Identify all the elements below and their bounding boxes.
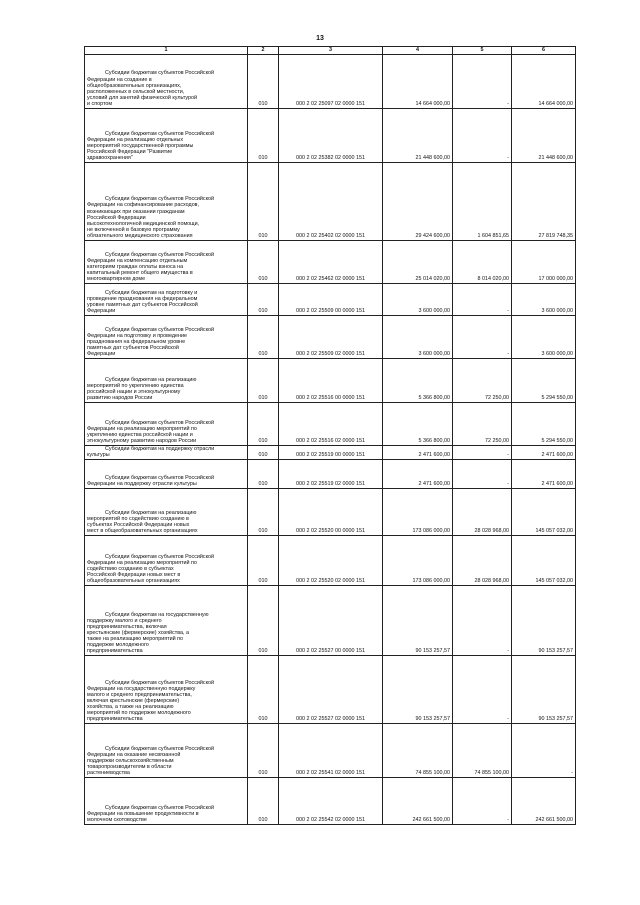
line-code: 010 [248,359,279,403]
description-line: уровне памятных дат субъектов Российской [87,301,198,308]
line-code: 010 [248,489,279,536]
line-code: 010 [248,284,279,316]
line-code: 010 [248,403,279,446]
row-description [85,489,248,536]
amount-col4: 5 366 800,00 [383,403,453,446]
row-description [85,656,248,724]
description-line: укреплению единства российской нации и [87,431,193,438]
amount-col5: - [453,55,512,109]
amount-col6: 90 153 257,57 [512,656,576,724]
amount-col5: - [453,446,512,460]
table-row [85,536,576,586]
description-line: Федерации на софинансирование расходов, [87,202,200,209]
description-line: Федерации на оказание несвязанной [87,751,181,758]
description-line: категориям граждан оплаты взноса на [87,263,184,270]
description-line: российской нации и этнокультурному [87,388,181,395]
column-header: 2 [248,47,279,55]
description-line: Федерации на подготовку и проведение [87,332,187,339]
table-row [85,55,576,109]
budget-classification-code: 000 2 02 25402 02 0000 151 [279,163,383,241]
description-line: Субсидии бюджетам субъектов Российской [105,475,215,481]
description-line: Федерации на реализацию мероприятий по [87,425,197,432]
amount-col4: 3 600 000,00 [383,284,453,316]
table-row [85,109,576,163]
description-line: празднования на федеральном уровне [87,338,186,345]
line-code: 010 [248,778,279,825]
table-row [85,586,576,656]
description-line: мероприятий по поддержке молодежного [87,710,191,716]
description-line: этнокультурному развитию народов России [87,437,197,444]
budget-classification-code: 000 2 02 25520 02 0000 151 [279,536,383,586]
description-line: Субсидии бюджетам субъектов Российской [105,679,215,686]
table-row [85,403,576,446]
line-code: 010 [248,586,279,656]
budget-classification-code: 000 2 02 25509 00 0000 151 [279,284,383,316]
row-description [85,359,248,403]
row-description [85,55,248,109]
description-line: мероприятий государственной программы [87,142,194,149]
amount-col4: 29 424 600,00 [383,163,453,241]
row-description [85,446,248,460]
amount-col6: 145 057 032,00 [512,536,576,586]
budget-classification-code: 000 2 02 25097 02 0000 151 [279,55,383,109]
description-line: Субсидии бюджетам на реализацию [105,509,197,516]
description-line: товаропроизводителям в области [87,764,172,770]
description-line: Федерации на компенсацию отдельным [87,257,188,264]
description-line: мероприятий по содействию созданию в [87,515,189,522]
row-description [85,316,248,359]
budget-classification-code: 000 2 02 25462 02 0000 151 [279,241,383,284]
description-line: Субсидии бюджетам субъектов Российской [105,745,215,752]
budget-classification-code: 000 2 02 25527 02 0000 151 [279,656,383,724]
row-description [85,724,248,778]
table-row [85,446,576,460]
table-row [85,724,576,778]
description-line: Субсидии бюджетам на государственную [105,611,209,618]
description-line: Субсидии бюджетам субъектов Российской [105,70,215,77]
description-line: Субсидии бюджетам на подготовку и [105,289,198,296]
line-code: 010 [248,536,279,586]
description-line: Субсидии бюджетам субъектов Российской [105,419,215,426]
amount-col4: 173 086 000,00 [383,489,453,536]
page-number: 13 [316,35,324,42]
amount-col5: 72 250,00 [453,359,512,403]
description-line: развитию народов России [87,394,153,401]
amount-col6: 3 600 000,00 [512,316,576,359]
amount-col6: 21 448 600,00 [512,109,576,163]
description-line: здравоохранения" [87,154,133,161]
table-body [85,55,576,825]
table-row [85,241,576,284]
row-description [85,460,248,489]
table-row [85,163,576,241]
amount-col5: - [453,656,512,724]
amount-col5: - [453,460,512,489]
description-line: не включенной в базовую программу [87,226,180,233]
table-row [85,460,576,489]
budget-classification-code: 000 2 02 25542 02 0000 151 [279,778,383,825]
description-line: Федерации [87,307,116,314]
column-header: 4 [383,47,453,55]
table-row [85,316,576,359]
amount-col5: 28 028 968,00 [453,536,512,586]
amount-col6: 27 819 748,35 [512,163,576,241]
description-line: хозяйства, а также на реализацию [87,703,174,710]
row-description [85,778,248,825]
column-header: 5 [453,47,512,55]
amount-col6: 5 294 550,00 [512,359,576,403]
description-line: Российской Федерации новых мест в [87,572,181,578]
description-line: Федерации на государственную поддержку [87,685,196,692]
amount-col6: 2 471 600,00 [512,446,576,460]
description-line: малого и среднего предпринимательства, [87,691,192,698]
row-description [85,163,248,241]
description-line: включая крестьянские (фермерские) [87,697,180,704]
description-line: содействию созданию в субъектах [87,565,174,572]
line-code: 010 [248,656,279,724]
amount-col6: 17 000 000,00 [512,241,576,284]
table-row [85,284,576,316]
description-line: общеобразовательных организациях, [87,82,182,89]
amount-col5: 1 604 851,65 [453,163,512,241]
description-line: Федерации на повышение продуктивности в [87,811,199,817]
amount-col5: - [453,586,512,656]
description-line: многоквартирном доме [87,275,146,282]
description-line: молочном скотоводстве [87,817,147,824]
amount-col5: 28 028 968,00 [453,489,512,536]
table-row [85,656,576,724]
row-description [85,403,248,446]
amount-col4: 173 086 000,00 [383,536,453,586]
row-description [85,109,248,163]
description-line: поддержки сельскохозяйственным [87,757,174,764]
description-line: предпринимательства [87,648,143,655]
description-line: крестьянские (фермерские) хозяйства, а [87,629,190,636]
line-code: 010 [248,316,279,359]
description-line: расположенных в сельской местности, [87,88,185,95]
description-line: Субсидии бюджетам субъектов Российской [105,130,215,137]
amount-col4: 90 153 257,57 [383,656,453,724]
table-row [85,489,576,536]
amount-col6: 3 600 000,00 [512,284,576,316]
column-header: 3 [279,47,383,55]
amount-col5: - [453,316,512,359]
description-line: растениеводства [87,770,130,777]
description-line: культуры [87,452,110,459]
amount-col5: - [453,284,512,316]
budget-table [84,46,576,825]
description-line: Российской Федерации [87,214,146,221]
amount-col6: 14 664 000,00 [512,55,576,109]
amount-col4: 25 014 020,00 [383,241,453,284]
row-description [85,241,248,284]
line-code: 010 [248,724,279,778]
budget-classification-code: 000 2 02 25516 00 0000 151 [279,359,383,403]
row-description [85,536,248,586]
amount-col4: 3 600 000,00 [383,316,453,359]
amount-col4: 2 471 600,00 [383,460,453,489]
description-line: и спортом [87,100,113,107]
amount-col6: 90 153 257,57 [512,586,576,656]
budget-classification-code: 000 2 02 25509 02 0000 151 [279,316,383,359]
amount-col6: 2 471 600,00 [512,460,576,489]
description-line: проведение празднования на федеральном [87,295,198,302]
description-line: Федерации [87,350,116,357]
description-line: также на реализацию мероприятий по [87,635,184,642]
description-line: Субсидии бюджетам субъектов Российской [105,804,215,811]
description-line: Федерации на реализацию мероприятий по [87,559,197,566]
description-line: обязательного медицинского страхования [87,232,193,239]
description-line: предпринимательства [87,716,143,723]
amount-col5: 72 250,00 [453,403,512,446]
amount-col5: - [453,109,512,163]
table-row [85,359,576,403]
budget-classification-code: 000 2 02 25382 02 0000 151 [279,109,383,163]
description-line: Федерации на создание в [87,76,152,83]
description-line: Субсидии бюджетам субъектов Российской [105,196,215,203]
amount-col5: 74 855 100,00 [453,724,512,778]
amount-col6: 5 294 550,00 [512,403,576,446]
description-line: высокотехнологичной медицинской помощи, [87,220,200,227]
description-line: Субсидии бюджетам субъектов Российской [105,326,215,333]
description-line: Субсидии бюджетам субъектов Российской [105,553,215,560]
budget-classification-code: 000 2 02 25527 00 0000 151 [279,586,383,656]
amount-col5: - [453,778,512,825]
amount-col4: 5 366 800,00 [383,359,453,403]
amount-col4: 14 664 000,00 [383,55,453,109]
table-row [85,778,576,825]
line-code: 010 [248,241,279,284]
description-line: мест в общеобразовательных организациях [87,528,198,535]
amount-col5: 8 014 020,00 [453,241,512,284]
column-header: 6 [512,47,576,55]
line-code: 010 [248,109,279,163]
description-line: возникающих при оказании гражданам [87,208,185,215]
description-line: мероприятий по укреплению единства [87,382,184,389]
description-line: Субсидии бюджетам на реализацию [105,376,197,383]
line-code: 010 [248,460,279,489]
description-line: Федерации на реализацию отдельных [87,136,184,143]
budget-classification-code: 000 2 02 25541 02 0000 151 [279,724,383,778]
description-line: Федерации на поддержку отрасли культуры [87,481,197,488]
header-row [85,47,576,55]
description-line: Субсидии бюджетам субъектов Российской [105,251,215,258]
amount-col4: 2 471 600,00 [383,446,453,460]
description-line: памятных дат субъектов Российской [87,344,179,351]
amount-col6: 145 057 032,00 [512,489,576,536]
amount-col4: 74 855 100,00 [383,724,453,778]
description-line: Субсидии бюджетам на поддержку отрасли [105,446,215,452]
description-line: субъектах Российской Федерации новых [87,522,190,528]
description-line: поддержке молодежного [87,642,149,648]
description-line: поддержку малого и среднего [87,617,162,624]
row-description [85,586,248,656]
amount-col4: 90 153 257,57 [383,586,453,656]
amount-col4: 242 661 500,00 [383,778,453,825]
description-line: Российской Федерации "Развитие [87,148,173,155]
description-line: капитальный ремонт общего имущества в [87,269,193,276]
line-code: 010 [248,163,279,241]
description-line: предпринимательства, включая [87,623,167,630]
amount-col4: 21 448 600,00 [383,109,453,163]
line-code: 010 [248,55,279,109]
budget-classification-code: 000 2 02 25520 00 0000 151 [279,489,383,536]
amount-col6: - [512,724,576,778]
row-description [85,284,248,316]
budget-classification-code: 000 2 02 25519 00 0000 151 [279,446,383,460]
description-line: общеобразовательных организациях [87,578,180,585]
budget-classification-code: 000 2 02 25519 02 0000 151 [279,460,383,489]
line-code: 010 [248,446,279,460]
amount-col6: 242 661 500,00 [512,778,576,825]
description-line: условий для занятий физической культурой [87,94,198,101]
column-header: 1 [85,47,248,55]
budget-classification-code: 000 2 02 25516 02 0000 151 [279,403,383,446]
